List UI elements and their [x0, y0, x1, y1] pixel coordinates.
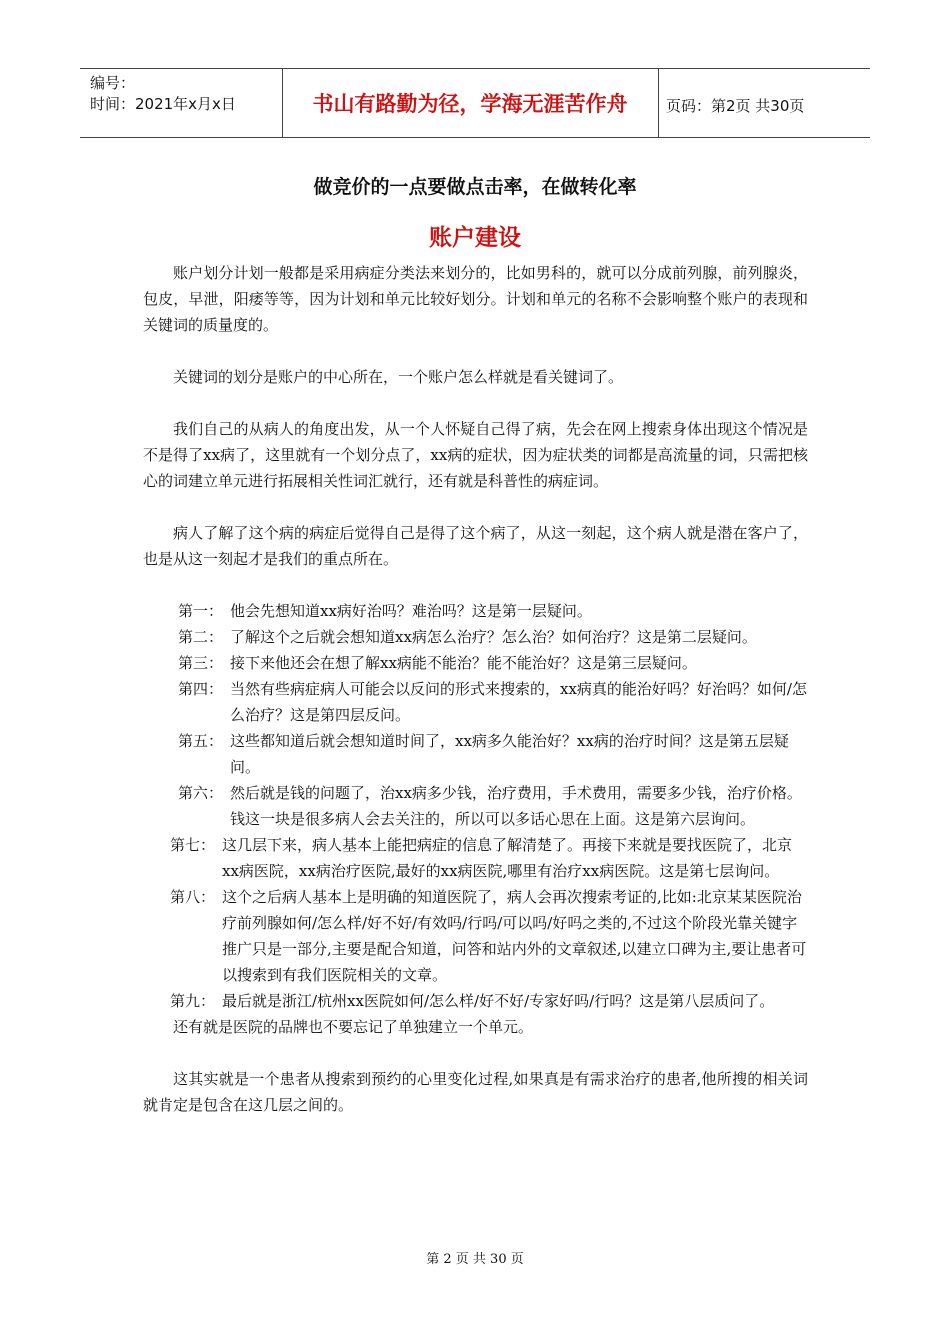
- list-item-label: 第二：: [178, 628, 224, 646]
- list-item-label: 第九：: [170, 992, 216, 1010]
- list-item: [178, 624, 808, 650]
- list-item-label: 第八：: [170, 888, 216, 906]
- paragraph: 关键词的划分是账户的中心所在，一个账户怎么样就是看关键词了。: [173, 368, 624, 386]
- list-item-label: 第七：: [170, 836, 216, 854]
- list-item: [170, 884, 808, 988]
- list-item-label: 第四：: [178, 680, 224, 698]
- header-divider: [658, 69, 659, 137]
- header-page-number: 页码：第2页 共30页: [666, 97, 805, 115]
- list-item-text: 这些都知道后就会想知道时间了，xx病多久能治好？xx病的治疗时间？这是第五层疑问。: [230, 732, 789, 776]
- section-title: 账户建设: [429, 225, 521, 251]
- list-item: [178, 598, 808, 624]
- list-item-text: 接下来他还会在想了解xx病能不能治？能不能治好？这是第三层疑问。: [230, 654, 697, 672]
- list-item-text: 这个之后病人基本上是明确的知道医院了，病人会再次搜索考证的,比如:北京某某医院治疗前列腺如何/怎么样/好不好/有效吗/行吗/可以吗/好吗之类的,不过这个阶段光靠关键字推广只是一部分,主要是配合知道，问答和站内外的文章叙述,以建立口碑为主,要让患者可以搜索到有我们医院相关的文章。: [222, 888, 807, 984]
- paragraph: 我们自己的从病人的角度出发，从一个人怀疑自己得了病，先会在网上搜索身体出现这个情况是不是得了xx病了，这里就有一个划分点了，xx病的症状，因为症状类的词都是高流量的词，只需把核心的词建立单元进行拓展相关性词汇就行，还有就是科普性的病症词。: [143, 420, 808, 490]
- header-time: 时间：2021年x月x日: [90, 95, 236, 113]
- list-item: [178, 728, 808, 780]
- header-meta: [90, 73, 236, 115]
- list-item-text: 最后就是浙江/杭州xx医院如何/怎么样/好不好/专家好吗/行吗？这是第八层质问了。: [222, 992, 775, 1010]
- paragraph: 病人了解了这个病的病症后觉得自己是得了这个病了，从这一刻起，这个病人就是潜在客户了，也是从这一刻起才是我们的重点所在。: [143, 524, 808, 568]
- question-list: [178, 598, 808, 832]
- list-item-label: 第三：: [178, 654, 224, 672]
- page-footer: 第 2 页 共 30 页: [426, 1252, 524, 1267]
- list-item: [178, 780, 808, 832]
- closing-paragraph: 这其实就是一个患者从搜索到预约的心里变化过程,如果真是有需求治疗的患者,他所搜的相关词就肯定是包含在这几层之间的。: [143, 1070, 808, 1114]
- list-item: [170, 832, 808, 884]
- list-item-text: 这几层下来，病人基本上能把病症的信息了解清楚了。再接下来就是要找医院了，北京xx病医院，xx病治疗医院,最好的xx病医院,哪里有治疗xx病医院。这是第七层询问。: [222, 836, 793, 880]
- page-header: [80, 68, 870, 138]
- list-item-text: 然后就是钱的问题了，治xx病多少钱，治疗费用，手术费用，需要多少钱，治疗价格。钱这一块是很多病人会去关注的，所以可以多话心思在上面。这是第六层询问。: [230, 784, 802, 828]
- closing-paragraph: 还有就是医院的品牌也不要忘记了单独建立一个单元。: [173, 1018, 534, 1036]
- paragraph: 账户划分计划一般都是采用病症分类法来划分的，比如男科的，就可以分成前列腺，前列腺炎，包皮，早泄，阳痿等等，因为计划和单元比较好划分。计划和单元的名称不会影响整个账户的表现和关键词的质量度的。: [143, 264, 808, 334]
- list-item-label: 第六：: [178, 784, 224, 802]
- document-title: 做竞价的一点要做点击率，在做转化率: [313, 176, 637, 198]
- header-number: 编号：: [90, 74, 136, 92]
- question-list-continued: [170, 832, 808, 1014]
- list-item: [170, 988, 808, 1014]
- list-item-text: 了解这个之后就会想知道xx病怎么治疗？怎么治？如何治疗？这是第二层疑问。: [230, 628, 757, 646]
- list-item-label: 第五：: [178, 732, 224, 750]
- document-body: [143, 260, 808, 1118]
- list-item-text: 他会先想知道xx病好治吗？难治吗？这是第一层疑问。: [230, 602, 592, 620]
- list-item: [178, 650, 808, 676]
- list-item-text: 当然有些病症病人可能会以反问的形式来搜索的，xx病真的能治好吗？好治吗？如何/怎么治疗？这是第四层反问。: [230, 680, 807, 724]
- header-motto: 书山有路勤为径，学海无涯苦作舟: [312, 92, 628, 116]
- list-item-label: 第一：: [178, 602, 224, 620]
- list-item: [178, 676, 808, 728]
